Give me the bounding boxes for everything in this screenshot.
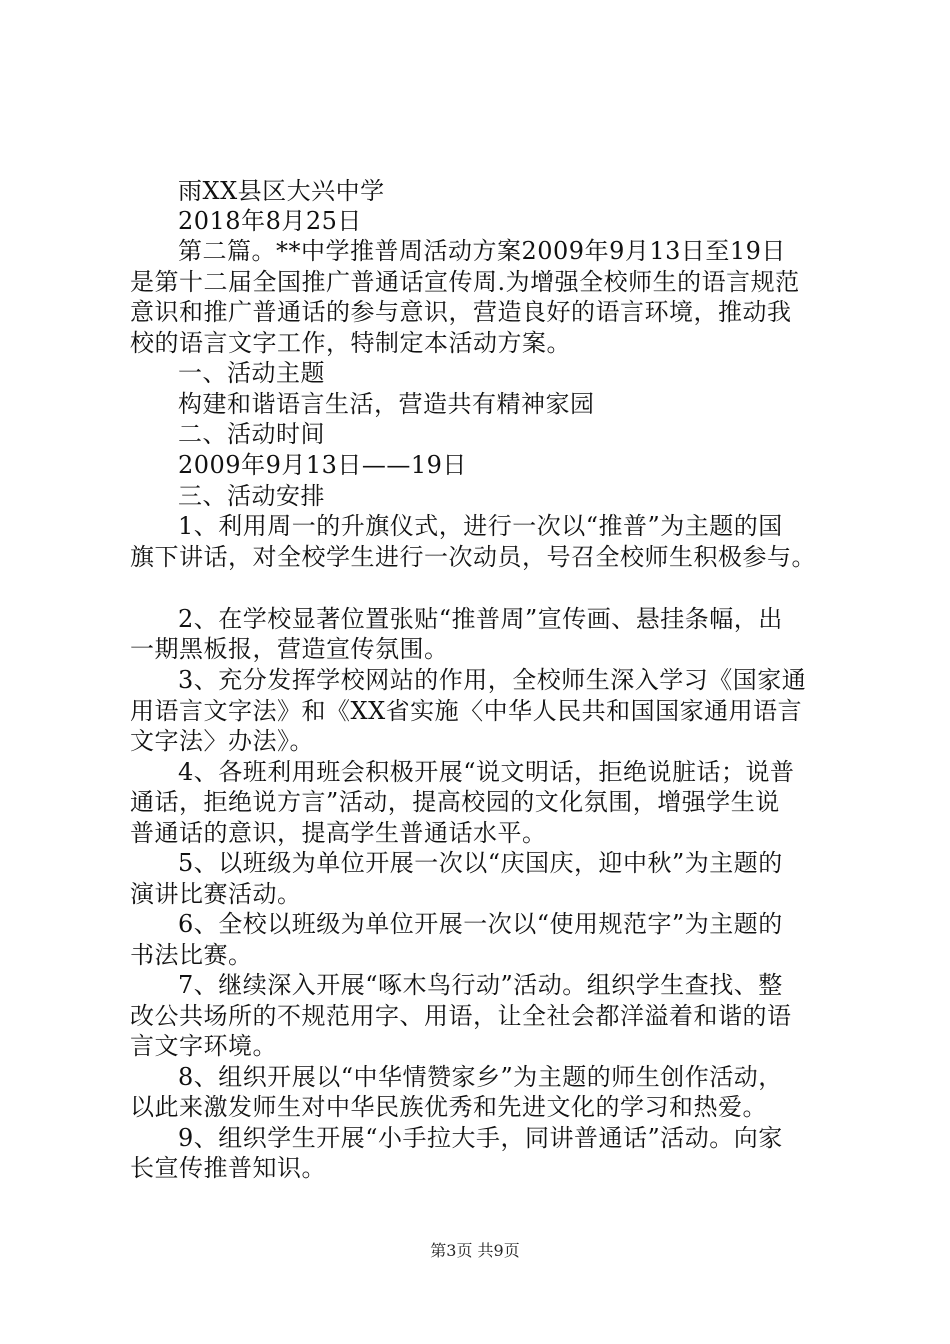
text-line: 2、在学校显著位置张贴“推普周”宣传画、悬挂条幅，出 xyxy=(178,605,783,633)
text-line: 文字法〉办法》。 xyxy=(130,727,314,755)
text-line: 第二篇。**中学推普周活动方案2009年9月13日至19日 xyxy=(178,237,786,265)
text-line: 2018年8月25日 xyxy=(178,207,362,235)
text-line: 书法比赛。 xyxy=(130,941,253,969)
text-line: 6、全校以班级为单位开展一次以“使用规范字”为主题的 xyxy=(178,910,783,938)
text-line: 演讲比赛活动。 xyxy=(130,880,302,908)
text-line: 构建和谐语言生活，营造共有精神家园 xyxy=(178,390,595,418)
text-line: 通话，拒绝说方言”活动，提高校园的文化氛围，增强学生说 xyxy=(130,788,780,816)
text-line: 雨XX县区大兴中学 xyxy=(178,177,385,205)
text-line: 1、利用周一的升旗仪式，进行一次以“推普”为主题的国 xyxy=(178,512,783,540)
text-line: 4、各班利用班会积极开展“说文明话，拒绝说脏话；说普 xyxy=(178,758,795,786)
text-line: 8、组织开展以“中华情赞家乡”为主题的师生创作活动， xyxy=(178,1063,783,1091)
text-line: 以此来激发师生对中华民族优秀和先进文化的学习和热爱。 xyxy=(130,1093,767,1121)
text-line: 7、继续深入开展“啄木鸟行动”活动。组织学生查找、整 xyxy=(178,971,783,999)
text-line: 言文字环境。 xyxy=(130,1032,277,1060)
text-line: 9、组织学生开展“小手拉大手，同讲普通话”活动。向家 xyxy=(178,1124,783,1152)
text-line: 2009年9月13日——19日 xyxy=(178,451,467,479)
text-line: 一期黑板报，营造宣传氛围。 xyxy=(130,635,449,663)
text-line: 3、充分发挥学校网站的作用，全校师生深入学习《国家通 xyxy=(178,666,807,694)
section-heading: 三、活动安排 xyxy=(178,482,325,510)
text-line: 意识和推广普通话的参与意识，营造良好的语言环境，推动我 xyxy=(130,298,792,326)
section-heading: 二、活动时间 xyxy=(178,420,325,448)
page-footer: 第3页 共9页 xyxy=(430,1241,520,1260)
text-line: 旗下讲话，对全校学生进行一次动员，号召全校师生积极参与。 xyxy=(130,543,816,571)
text-line: 普通话的意识，提高学生普通话水平。 xyxy=(130,819,547,847)
text-line: 是第十二届全国推广普通话宣传周.为增强全校师生的语言规范 xyxy=(130,268,800,296)
text-line: 长宣传推普知识。 xyxy=(130,1154,326,1182)
text-line: 5、以班级为单位开展一次以“庆国庆，迎中秋”为主题的 xyxy=(178,849,783,877)
text-line: 改公共场所的不规范用字、用语，让全社会都洋溢着和谐的语 xyxy=(130,1002,792,1030)
text-line: 校的语言文字工作，特制定本活动方案。 xyxy=(130,329,571,357)
section-heading: 一、活动主题 xyxy=(178,359,325,387)
text-line: 用语言文字法》和《XX省实施〈中华人民共和国国家通用语言 xyxy=(130,697,803,725)
